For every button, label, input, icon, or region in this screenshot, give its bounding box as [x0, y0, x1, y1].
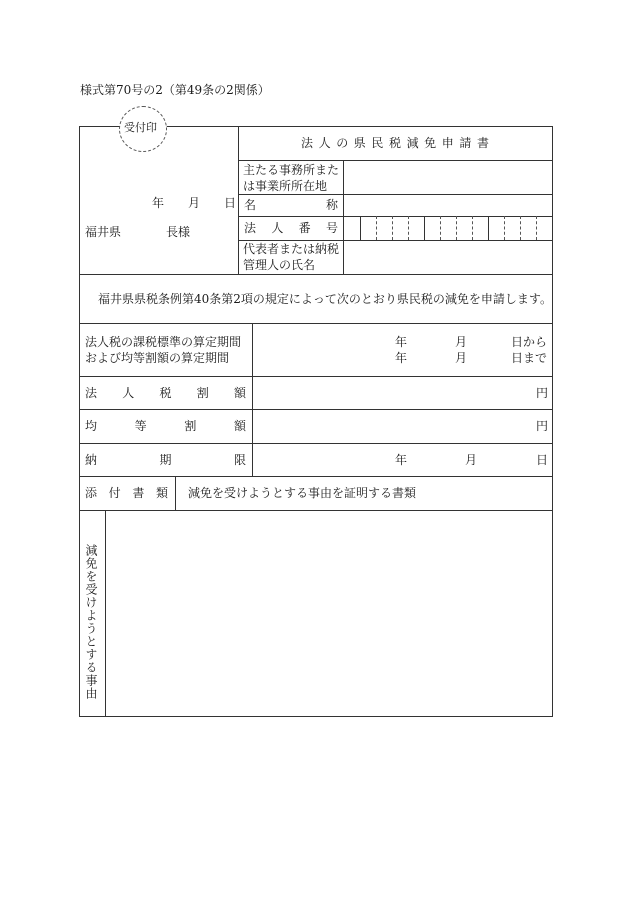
date-day-label: 日 [224, 196, 237, 210]
due-date-day: 日 [536, 453, 549, 467]
corporate-tax-amount-field[interactable] [255, 379, 533, 407]
per-capita-amount-label: 均 等 割 額 [85, 419, 246, 433]
per-capita-amount-unit: 円 [536, 419, 549, 433]
period-from-year: 年 [395, 335, 408, 349]
representative-field[interactable] [346, 241, 551, 273]
reason-label: 減免を受けようとする事由 [84, 544, 98, 700]
date-year-label: 年 [152, 196, 165, 210]
office-address-field[interactable] [346, 161, 551, 193]
form-title: 法 人 の 県 民 税 減 免 申 請 書 [301, 136, 489, 150]
period-to-suffix: 日まで [511, 351, 548, 365]
due-date-field[interactable] [255, 446, 385, 474]
application-statement: 福井県県税条例第40条第2項の規定によって次のとおり県民税の減免を申請します。 [98, 292, 552, 306]
corporate-number-label: 法 人 番 号 [244, 221, 338, 235]
period-label-line2: および均等割額の算定期間 [85, 351, 230, 365]
addressee-chief: 長様 [166, 225, 191, 239]
office-address-label-line1: 主たる事務所また [243, 163, 340, 177]
per-capita-amount-field[interactable] [255, 412, 533, 440]
period-to-year: 年 [395, 351, 408, 365]
period-from-suffix: 日から [511, 335, 548, 349]
attachments-label: 添 付 書 類 [85, 486, 168, 500]
name-label: 名 称 [244, 198, 338, 212]
representative-label-line2: 管理人の氏名 [243, 258, 316, 272]
period-from-month: 月 [455, 335, 468, 349]
addressee-prefecture: 福井県 [85, 225, 122, 239]
stamp-label: 受付印 [124, 121, 157, 134]
form-number: 様式第70号の2（第49条の2関係） [80, 83, 270, 97]
due-date-month: 月 [465, 453, 478, 467]
attachments-value: 減免を受けようとする事由を証明する書類 [188, 486, 417, 500]
corporate-number-field[interactable] [361, 217, 551, 239]
reason-field[interactable] [108, 513, 550, 714]
corporate-tax-amount-unit: 円 [536, 386, 549, 400]
period-label-line1: 法人税の課税標準の算定期間 [85, 335, 242, 349]
due-date-label: 納 期 限 [85, 453, 246, 467]
office-address-label-line2: は事業所所在地 [243, 179, 328, 193]
representative-label-line1: 代表者または納税 [243, 242, 340, 256]
period-field[interactable] [255, 326, 385, 374]
date-month-label: 月 [188, 196, 201, 210]
name-field[interactable] [346, 195, 551, 215]
due-date-year: 年 [395, 453, 408, 467]
period-to-month: 月 [455, 351, 468, 365]
corporate-tax-amount-label: 法 人 税 割 額 [85, 386, 246, 400]
